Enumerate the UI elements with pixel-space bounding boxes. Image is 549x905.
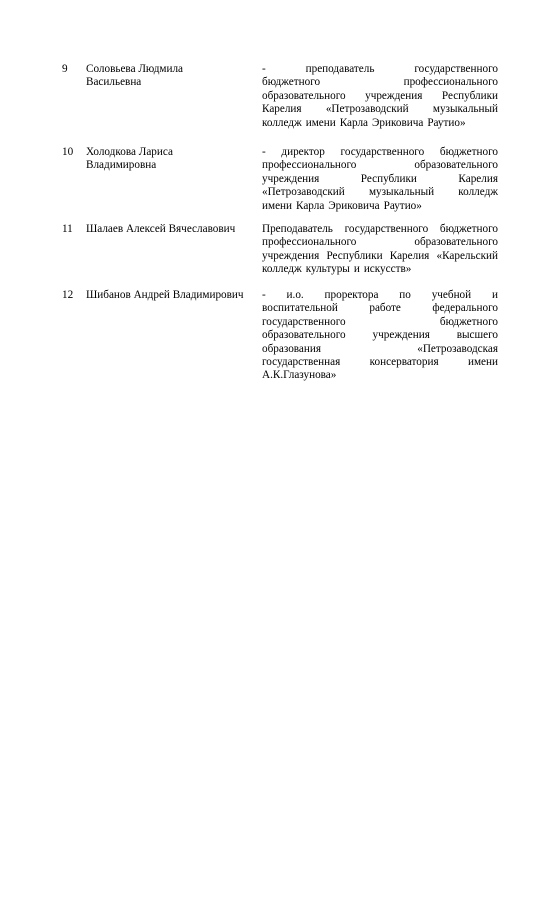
desc-word: колледж <box>262 263 302 276</box>
desc-word: государственного <box>344 223 429 235</box>
desc-word: искусств» <box>363 263 412 276</box>
desc-word: проректора <box>324 289 379 301</box>
desc-word: государственного <box>340 146 425 158</box>
desc-word: музыкальный <box>368 186 435 199</box>
desc-word: бюджетного <box>439 146 498 158</box>
desc-word: бюджетного <box>439 223 498 235</box>
row-number: 12 <box>62 289 74 301</box>
desc-word: и <box>353 263 360 276</box>
desc-word: Карла <box>296 199 325 212</box>
desc-word: Республики <box>326 249 383 262</box>
desc-word: и.о. <box>286 289 304 301</box>
member-position <box>262 223 498 277</box>
member-name <box>86 289 254 302</box>
desc-word: Раутио» <box>427 116 466 129</box>
row-number: 9 <box>62 63 68 75</box>
desc-word: имени <box>467 356 498 369</box>
desc-word: Эриковича <box>372 116 424 129</box>
member-name <box>86 63 254 90</box>
desc-word: воспитательной <box>262 302 338 315</box>
member-position <box>262 289 498 383</box>
desc-word: учреждения <box>262 172 320 185</box>
name-word: Холодкова <box>86 146 136 158</box>
desc-word: имени <box>262 199 293 212</box>
desc-word: образовательного <box>414 159 498 172</box>
desc-word: колледж <box>262 116 302 129</box>
desc-word: учреждения <box>262 249 320 262</box>
member-position <box>262 146 498 213</box>
desc-word: культуры <box>305 263 350 276</box>
name-word: Лариса <box>138 146 173 158</box>
desc-word: профессионального <box>262 159 357 172</box>
desc-word: и <box>491 289 498 301</box>
name-word: Владимировна <box>86 159 157 172</box>
desc-word: музыкальный <box>432 103 498 116</box>
desc-word: по <box>399 289 411 301</box>
desc-word: консерватория <box>369 356 439 369</box>
desc-word: бюджетного <box>262 76 321 89</box>
name-word: Шибанов Андрей Владимирович <box>86 289 244 301</box>
desc-word: учреждения <box>372 329 430 342</box>
desc-word: образовательного <box>262 329 346 342</box>
desc-word: Эриковича <box>328 199 380 212</box>
member-name <box>86 223 254 236</box>
desc-word: имени <box>305 116 336 129</box>
desc-word: государственная <box>262 356 341 369</box>
desc-word: государственного <box>414 63 498 75</box>
desc-word: учебной <box>431 289 472 301</box>
name-word: Васильевна <box>86 76 142 89</box>
desc-word: преподаватель <box>305 63 375 75</box>
desc-word: федерального <box>432 302 498 315</box>
desc-word: образования <box>262 342 322 355</box>
desc-word: профессионального <box>262 236 357 249</box>
desc-word: образовательного <box>414 236 498 249</box>
desc-word: «Карельский <box>436 249 498 262</box>
desc-word: «Петрозаводский <box>262 186 345 199</box>
name-word: Соловьева <box>86 63 136 75</box>
desc-word: - <box>262 63 266 75</box>
desc-word: Карелия <box>389 249 430 262</box>
desc-word: Республики <box>360 172 417 185</box>
desc-word: Раутио» <box>383 199 422 212</box>
desc-word: «Петрозаводский <box>325 103 409 116</box>
desc-word: Преподаватель <box>262 223 333 235</box>
desc-word: государственного <box>262 315 346 328</box>
name-word: Людмила <box>138 63 184 75</box>
row-number: 10 <box>62 146 74 158</box>
desc-word: Карла <box>339 116 369 129</box>
row-number: 11 <box>62 223 73 235</box>
desc-word: учреждения <box>365 89 423 102</box>
desc-word: директор <box>281 146 325 158</box>
desc-word: образовательного <box>262 89 346 102</box>
desc-word: колледж <box>458 186 498 199</box>
name-word: Шалаев Алексей Вячеславович <box>86 223 236 235</box>
desc-word: «Петрозаводская <box>417 342 498 355</box>
member-name <box>86 146 254 173</box>
desc-word: работе <box>369 302 401 315</box>
desc-word: бюджетного <box>439 315 498 328</box>
desc-word: Республики <box>441 89 498 102</box>
desc-word: Карелия <box>262 103 302 116</box>
desc-word: Карелия <box>458 172 498 185</box>
member-position <box>262 63 498 130</box>
desc-word: высшего <box>456 329 498 342</box>
desc-word: - <box>262 146 266 158</box>
desc-word: - <box>262 289 266 301</box>
desc-word: профессионального <box>403 76 498 89</box>
desc-word: А.К.Глазунова» <box>262 369 337 382</box>
